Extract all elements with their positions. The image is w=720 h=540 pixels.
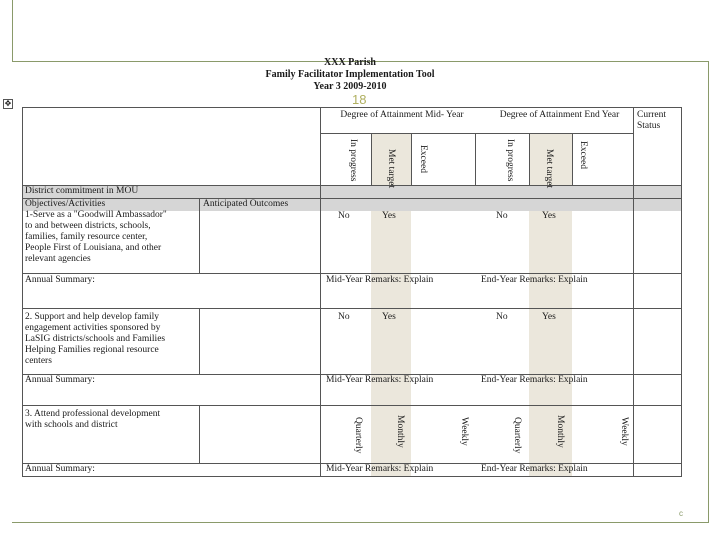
current-status-header: Current Status (637, 110, 667, 131)
slide-frame-right (708, 61, 709, 523)
objectives-label: Objectives/Activities (25, 199, 106, 209)
row3-mid-quarterly: Quarterly (353, 417, 363, 454)
mid-met-target-header: Met target (386, 149, 396, 189)
mid-year-header: Degree of Attainment Mid- Year (340, 110, 464, 120)
row3-end-monthly: Monthly (555, 415, 565, 448)
row1-mid-remarks: Mid-Year Remarks: Explain (326, 275, 434, 285)
title-line-1: XXX Parish (324, 57, 376, 68)
row3-end-quarterly: Quarterly (512, 417, 522, 454)
row2-annual-summary: Annual Summary: (25, 375, 95, 385)
corner-mark: c (679, 509, 683, 518)
mid-exceed-header: Exceed (418, 145, 428, 173)
row2-mid-yes: Yes (382, 312, 396, 322)
slide-frame-left (12, 0, 13, 62)
row1-end-remarks: End-Year Remarks: Explain (481, 275, 588, 285)
row1-annual-summary: Annual Summary: (25, 275, 95, 285)
page-number: 18 (352, 92, 367, 107)
section-heading: District commitment in MOU (25, 186, 139, 196)
end-year-header: Degree of Attainment End Year (499, 110, 620, 120)
row1-end-no: No (496, 211, 508, 221)
activity-3: 3. Attend professional development with schools and district (25, 409, 161, 430)
row3-mid-monthly: Monthly (395, 415, 405, 448)
document-title (250, 57, 450, 93)
title-line-2: Family Facilitator Implementation Tool (265, 69, 435, 80)
row3-mid-weekly: Weekly (459, 417, 469, 446)
end-met-target-header: Met target (544, 149, 554, 189)
row2-end-no: No (496, 312, 508, 322)
implementation-table (22, 107, 682, 477)
title-line-3: Year 3 2009-2010 (313, 81, 387, 92)
row3-end-remarks: End-Year Remarks: Explain (481, 464, 588, 474)
row1-mid-yes: Yes (382, 211, 396, 221)
activity-2: 2. Support and help develop family engagement activities sponsored by LaSIG districts/schools and Families Helping Families regional resource centers (25, 312, 166, 366)
row2-end-yes: Yes (542, 312, 556, 322)
slide-frame-bottom (12, 522, 709, 523)
row2-end-remarks: End-Year Remarks: Explain (481, 375, 588, 385)
row3-annual-summary: Annual Summary: (25, 464, 95, 474)
row1-end-yes: Yes (542, 211, 556, 221)
row2-mid-no: No (338, 312, 350, 322)
mid-in-progress-header: In progress (348, 139, 358, 182)
row3-mid-remarks: Mid-Year Remarks: Explain (326, 464, 434, 474)
row2-mid-remarks: Mid-Year Remarks: Explain (326, 375, 434, 385)
row3-end-weekly: Weekly (619, 417, 629, 446)
row1-mid-no: No (338, 211, 350, 221)
activity-1: 1-Serve as a "Goodwill Ambassador" to and between districts, schools, families, family resource center, People First of Louisiana, and other relevant agencies (25, 210, 167, 264)
end-in-progress-header: In progress (505, 139, 515, 182)
anticipated-outcomes-label: Anticipated Outcomes (203, 199, 289, 209)
end-exceed-header: Exceed (578, 141, 588, 169)
table-move-handle-icon[interactable]: ✥ (4, 99, 12, 108)
